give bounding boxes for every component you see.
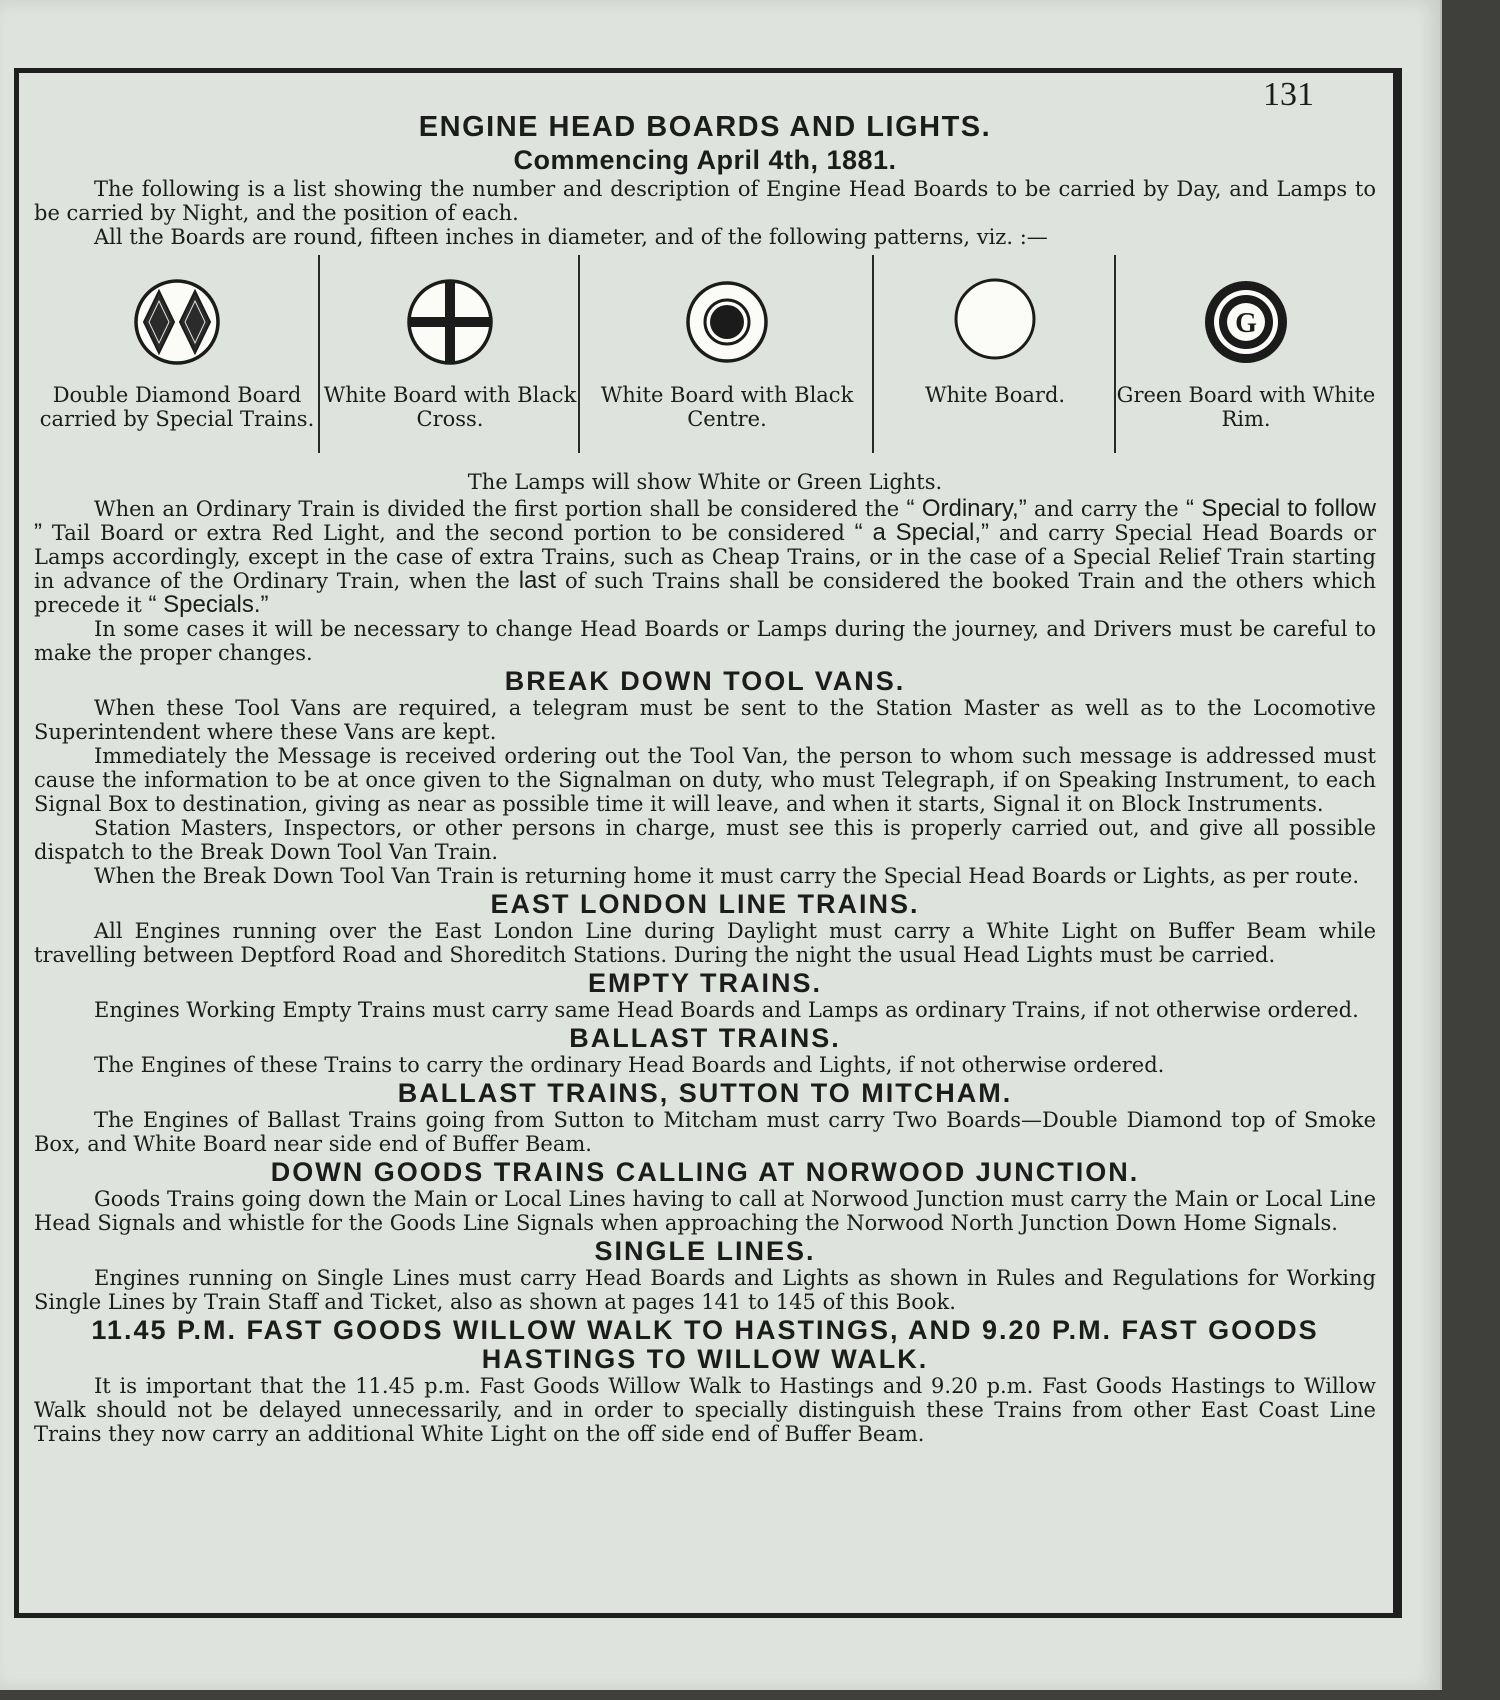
black-centre-icon	[682, 277, 772, 367]
green-rim-g-icon	[1201, 277, 1291, 367]
board-caption: White Board with Black Cross.	[323, 383, 577, 431]
section-paragraph: When the Break Down Tool Van Train is returning home it must carry the Special Head Boards or Lights, as per route.	[94, 864, 1360, 888]
text-run: and carry Special Head Boards or Lamps accordingly, except in the case of extra Trains, such as Cheap Trains, or in the case of a Special Relief Train starting in advance of the Ordinary Train, when the	[34, 521, 1376, 593]
section-paragraph: Engines Working Empty Trains must carry same Head Boards and Lamps as ordinary Trains, if not otherwise ordered.	[94, 998, 1359, 1022]
board-double-diamond	[34, 255, 320, 465]
section-heading: 11.45 P.M. FAST GOODS WILLOW WALK TO HASTINGS, AND 9.20 P.M. FAST GOODS HASTINGS TO WILLOW WALK.	[91, 1315, 1319, 1374]
section-heading: BALLAST TRAINS.	[569, 1023, 841, 1053]
emphasis-specials: “ Specials.”	[148, 591, 269, 618]
white-board-icon	[950, 277, 1040, 367]
text-run: of such Trains shall be considered the booked Train and the others which precede it	[34, 569, 1376, 617]
black-cross-icon	[405, 277, 495, 367]
section-paragraph: It is important that the 11.45 p.m. Fast Goods Willow Walk to Hastings and 9.20 p.m. Fast Goods Hastings to Willow Walk should not be delayed unnecessarily, and in order to specially distinguish these Trains from other East Coast Line Trains they now carry an additional White Light on the off side end of Buffer Beam.	[34, 1374, 1376, 1446]
section-heading: EMPTY TRAINS.	[587, 968, 823, 998]
section-heading: SINGLE LINES.	[594, 1236, 816, 1266]
page-subtitle: Commencing April 4th, 1881.	[513, 145, 897, 175]
head-board-patterns	[34, 255, 1376, 465]
board-black-centre	[580, 255, 874, 465]
double-diamond-icon	[132, 277, 222, 367]
emphasis-special-to-follow: “ Special to follow ”	[34, 495, 1376, 546]
section-heading: DOWN GOODS TRAINS CALLING AT NORWOOD JUNCTION.	[270, 1157, 1140, 1187]
board-caption: Double Diamond Board carried by Special Trains.	[39, 383, 315, 431]
section-paragraph: When these Tool Vans are required, a telegram must be sent to the Station Master as well as to the Locomotive Superintendent where these Vans are kept.	[34, 696, 1376, 744]
section-heading: BALLAST TRAINS, SUTTON TO MITCHAM.	[397, 1078, 1013, 1108]
emphasis-a-special: “ a Special,”	[854, 519, 990, 546]
section-paragraph: The Engines of Ballast Trains going from Sutton to Mitcham must carry Two Boards—Double Diamond top of Smoke Box, and White Board near side end of Buffer Beam.	[34, 1108, 1376, 1156]
change-boards-paragraph: In some cases it will be necessary to change Head Boards or Lamps during the journey, and Drivers must be careful to make the proper changes.	[34, 617, 1376, 665]
board-black-cross	[320, 255, 580, 465]
text-run: When an Ordinary Train is divided the first portion shall be considered the	[94, 497, 907, 521]
lamps-note: The Lamps will show White or Green Lights.	[467, 470, 943, 494]
section-paragraph: The Engines of these Trains to carry the ordinary Head Boards and Lights, if not otherwise ordered.	[94, 1053, 1165, 1077]
section-paragraph: Station Masters, Inspectors, or other persons in charge, must see this is properly carried out, and give all possible dispatch to the Break Down Tool Van Train.	[34, 816, 1376, 864]
page-title: ENGINE HEAD BOARDS AND LIGHTS.	[418, 111, 992, 143]
section-paragraph: Goods Trains going down the Main or Local Lines having to call at Norwood Junction must carry the Main or Local Line Head Signals and whistle for the Goods Line Signals when approaching the Norwood North Junction Down Home Signals.	[34, 1187, 1376, 1235]
board-caption: White Board with Black Centre.	[600, 383, 854, 431]
intro-paragraph: The following is a list showing the number and description of Engine Head Boards to be carried by Day, and Lamps to be carried by Night, and the position of each.	[34, 177, 1376, 225]
ordinary-train-paragraph	[34, 497, 1376, 617]
board-green-rim	[1116, 255, 1376, 465]
section-paragraph: All Engines running over the East London Line during Daylight must carry a White Light on Buffer Beam while travelling between Deptford Road and Shoreditch Stations. During the night the usual Head Lights must be carried.	[34, 919, 1376, 967]
text-run: Tail Board or extra Red Light, and the second portion to be considered	[42, 521, 855, 545]
board-caption: Green Board with White Rim.	[1116, 383, 1376, 431]
section-paragraph: Immediately the Message is received ordering out the Tool Van, the person to whom such message is addressed must cause the information to be at once given to the Signalman on duty, who must Telegraph, if on Speaking Instrument, to each Signal Box to destination, giving as near as possible time it will leave, and when it starts, Signal it on Block Instruments.	[34, 744, 1376, 816]
emphasis-ordinary: “ Ordinary,”	[906, 495, 1027, 522]
page-content	[34, 110, 1376, 1446]
section-heading: BREAK DOWN TOOL VANS.	[504, 666, 906, 696]
section-heading: EAST LONDON LINE TRAINS.	[490, 889, 920, 919]
svg-text:G: G	[1235, 308, 1257, 339]
emphasis-last: last	[518, 567, 557, 594]
page-number: 131	[1263, 76, 1314, 113]
intro-paragraph: All the Boards are round, fifteen inches in diameter, and of the following patterns, viz. :—	[94, 225, 1048, 249]
board-white	[874, 255, 1116, 465]
board-caption: White Board.	[924, 383, 1066, 407]
text-run: and carry the	[1026, 497, 1187, 521]
section-paragraph: Engines running on Single Lines must carry Head Boards and Lights as shown in Rules and Regulations for Working Single Lines by Train Staff and Ticket, also as shown at pages 141 to 145 of this Book.	[34, 1266, 1376, 1314]
